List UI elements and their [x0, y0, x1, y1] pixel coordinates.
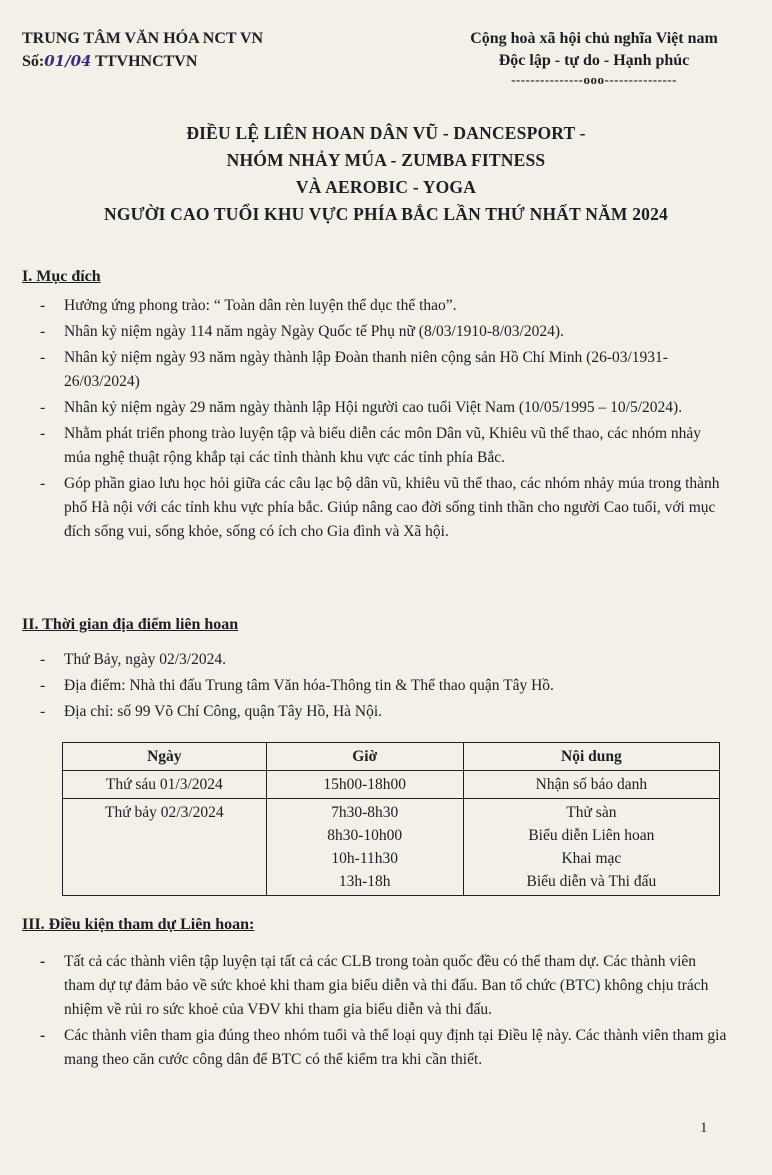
- column-header-content: Nội dung: [463, 743, 719, 771]
- header-separator: ---------------ooo---------------: [511, 72, 677, 87]
- handwritten-number: 01/04: [44, 52, 92, 70]
- time-slot: 10h-11h30: [331, 850, 398, 867]
- row-content: Nhận số báo danh: [463, 771, 719, 799]
- title-line-3: VÀ AEROBIC - YOGA: [295, 177, 477, 197]
- page-number: 1: [700, 1120, 708, 1136]
- table-row: [63, 799, 720, 896]
- list-item: - Hưởng ứng phong trào: “ Toàn dân rèn luyện thể dục thể thao”.: [40, 294, 730, 318]
- list-item: - Nhân kỷ niệm ngày 29 năm ngày thành lập Hội người cao tuổi Việt Nam (10/05/1995 – 10/5/2024).: [40, 396, 730, 420]
- section-2-heading: II. Thời gian địa điểm liên hoan: [22, 616, 239, 633]
- section-2-list: [40, 648, 730, 726]
- title-line-1: ĐIỀU LỆ LIÊN HOAN DÂN VŨ - DANCESPORT -: [186, 123, 586, 143]
- section-3-list: [40, 950, 730, 1074]
- time-slot: 7h30-8h30: [331, 804, 399, 821]
- list-item: - Địa chỉ: số 99 Võ Chí Công, quận Tây Hồ, Hà Nội.: [40, 700, 730, 724]
- column-header-date: Ngày: [63, 743, 267, 771]
- header-right: [444, 28, 744, 88]
- content-item: Biểu diễn Liên hoan: [528, 827, 655, 844]
- document-number-suffix: TTVHNCTVN: [91, 53, 198, 70]
- row-date: Thứ sáu 01/3/2024: [63, 771, 267, 799]
- content-item: Thử sàn: [566, 804, 617, 821]
- list-item: - Tất cả các thành viên tập luyện tại tất cả các CLB trong toàn quốc đều có thể tham dự. Các thành viên tham dự tự đảm bảo về sức khoẻ khi tham gia biểu diễn và thi đấu. Ban tổ chức (BTC) không chịu trách nhiệm về rủi ro sức khoẻ của VĐV khi tham gia biểu diễn và thi đấu.: [40, 950, 730, 1022]
- national-motto: Độc lập - tự do - Hạnh phúc: [498, 52, 690, 69]
- document-number-prefix: Số:: [22, 53, 45, 70]
- time-slot: 13h-18h: [338, 873, 391, 890]
- document-title: [0, 120, 772, 228]
- content-item: Biểu diễn và Thi đấu: [526, 873, 657, 890]
- organization-name: TRUNG TÂM VĂN HÓA NCT VN: [22, 30, 264, 47]
- header-left: [22, 28, 263, 73]
- list-item: - Nhằm phát triển phong trào luyện tập và biểu diễn các môn Dân vũ, Khiêu vũ thể thao, các nhóm nhảy múa nghệ thuật rộng khắp tại các tỉnh thành khu vực các tỉnh phía Bắc.: [40, 422, 730, 470]
- title-line-2: NHÓM NHẢY MÚA - ZUMBA FITNESS: [226, 150, 546, 170]
- content-item: Khai mạc: [561, 850, 622, 867]
- row-date: Thứ bảy 02/3/2024: [63, 799, 267, 896]
- list-item: - Góp phần giao lưu học hỏi giữa các câu lạc bộ dân vũ, khiêu vũ thể thao, các nhóm nhảy múa trong thành phố Hà nội với các tỉnh khu vực phía bắc. Giúp nâng cao đời sống tinh thần cho người Cao tuổi, với mục đích sống vui, sống khỏe, sống có ích cho Gia đình và Xã hội.: [40, 472, 730, 544]
- title-line-4: NGƯỜI CAO TUỔI KHU VỰC PHÍA BẮC LẦN THỨ NHẤT NĂM 2024: [104, 204, 668, 224]
- section-1-heading: I. Mục đích: [22, 268, 101, 285]
- list-item: - Nhân kỷ niệm ngày 93 năm ngày thành lập Đoàn thanh niên cộng sản Hồ Chí Minh (26-03/1931-26/03/2024): [40, 346, 730, 394]
- list-item: - Nhân kỷ niệm ngày 114 năm ngày Ngày Quốc tế Phụ nữ (8/03/1910-8/03/2024).: [40, 320, 730, 344]
- document-number: [22, 50, 263, 73]
- table-row: [63, 771, 720, 799]
- schedule-table: [62, 742, 720, 896]
- table-header-row: [63, 743, 720, 771]
- column-header-time: Giờ: [266, 743, 463, 771]
- row-times: [266, 799, 463, 896]
- row-contents: [463, 799, 719, 896]
- section-3-heading: III. Điều kiện tham dự Liên hoan:: [22, 916, 255, 933]
- row-time: 15h00-18h00: [266, 771, 463, 799]
- time-slot: 8h30-10h00: [327, 827, 403, 844]
- list-item: - Địa điểm: Nhà thi đấu Trung tâm Văn hóa-Thông tin & Thể thao quận Tây Hồ.: [40, 674, 730, 698]
- section-1-list: [40, 294, 730, 546]
- list-item: - Thứ Bảy, ngày 02/3/2024.: [40, 648, 730, 672]
- list-item: - Các thành viên tham gia đúng theo nhóm tuổi và thể loại quy định tại Điều lệ này. Các thành viên tham gia mang theo căn cước công dân để BTC có thể kiểm tra khi cần thiết.: [40, 1024, 730, 1072]
- country-name: Cộng hoà xã hội chủ nghĩa Việt nam: [470, 30, 718, 47]
